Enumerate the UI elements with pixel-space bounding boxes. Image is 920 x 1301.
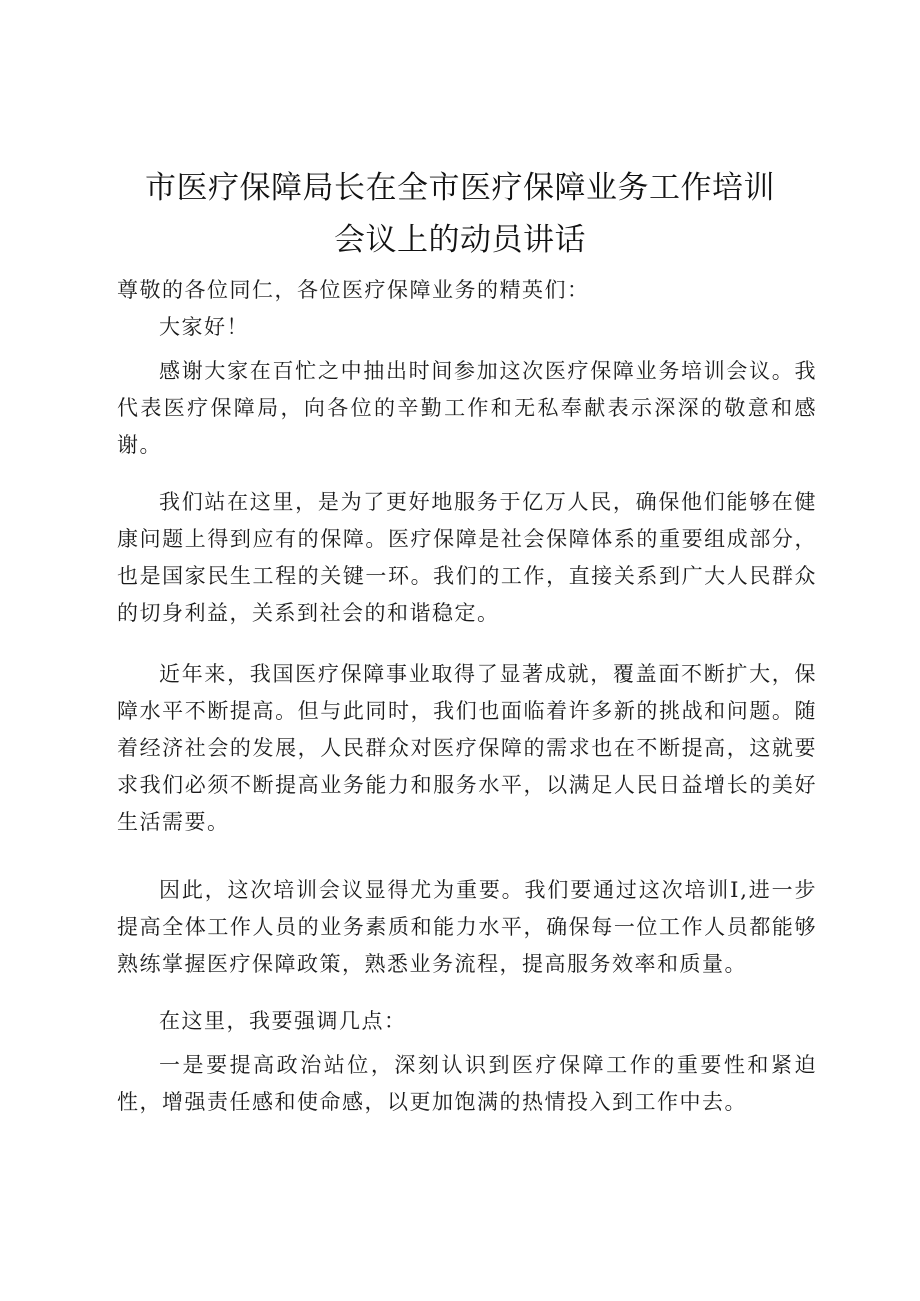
paragraph-block-5 <box>117 1003 817 1040</box>
paragraph-block-6 <box>117 1047 817 1121</box>
paragraph: 一是要提高政治站位，深刻认识到医疗保障工作的重要性和紧迫性，增强责任感和使命感，以更加饱满的热情投入到工作中去。 <box>117 1053 817 1114</box>
paragraph-block-4 <box>117 872 817 983</box>
paragraph: 近年来，我国医疗保障事业取得了显著成就，覆盖面不断扩大，保障水平不断提高。但与此同时，我们也面临着许多新的挑战和问题。随着经济社会的发展，人民群众对医疗保障的需求也在不断提高，这就要求我们必须不断提高业务能力和服务水平，以满足人民日益增长的美好生活需要。 <box>117 662 817 834</box>
salutation: 尊敬的各位同仁，各位医疗保障业务的精英们： <box>117 278 590 302</box>
paragraph: 在这里，我要强调几点： <box>159 1009 407 1033</box>
paragraph-block-3 <box>117 656 817 841</box>
document-title-line-2: 会议上的动员讲话 <box>334 222 586 258</box>
paragraph-greeting-block <box>117 309 817 346</box>
paragraph: 大家好！ <box>159 315 249 339</box>
paragraph-block-2 <box>117 484 817 632</box>
paragraph: 感谢大家在百忙之中抽出时间参加这次医疗保障业务培训会议。我代表医疗保障局，向各位的辛勤工作和无私奉献表示深深的敬意和感谢。 <box>117 359 817 457</box>
paragraph: 我们站在这里，是为了更好地服务于亿万人民，确保他们能够在健康问题上得到应有的保障。医疗保障是社会保障体系的重要组成部分，也是国家民生工程的关键一环。我们的工作，直接关系到广大人民群众的切身利益，关系到社会的和谐稳定。 <box>117 490 817 625</box>
document-title-line-1: 市医疗保障局长在全市医疗保障业务工作培训 <box>145 170 775 206</box>
paragraph: 因此，这次培训会议显得尤为重要。我们要通过这次培训Ⅰ,进一步提高全体工作人员的业务素质和能力水平，确保每一位工作人员都能够熟练掌握医疗保障政策，熟悉业务流程，提高服务效率和质量。 <box>117 878 817 976</box>
paragraph-block-1 <box>117 353 817 464</box>
